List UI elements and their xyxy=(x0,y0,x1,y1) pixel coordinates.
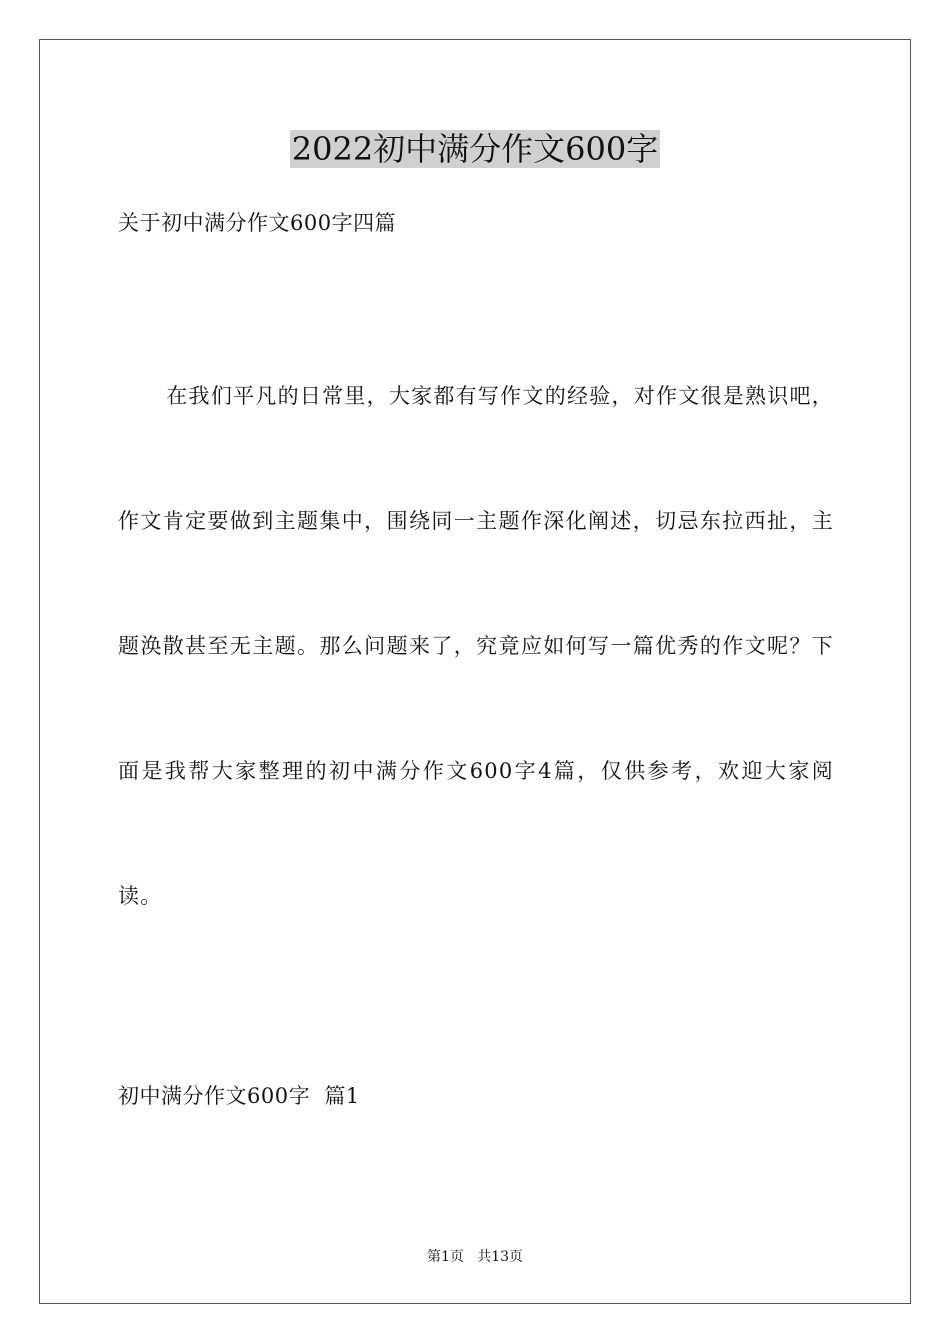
document-title xyxy=(0,128,950,170)
intro-paragraph: 在我们平凡的日常里，大家都有写作文的经验，对作文很是熟识吧，作文肯定要做到主题集中，围绕同一主题作深化阐述，切忌东拉西扯，主题涣散甚至无主题。那么问题来了，究竟应如何写一篇优秀的作文呢？下面是我帮大家整理的初中满分作文600字4篇，仅供参考，欢迎大家阅读。 xyxy=(118,384,834,908)
document-subtitle: 关于初中满分作文600字四篇 xyxy=(118,211,397,235)
page-footer: 第1页 共13页 xyxy=(426,1249,524,1265)
document-title-text: 2022初中满分作文600字 xyxy=(291,130,659,168)
section-heading: 初中满分作文600字 篇1 xyxy=(118,1084,360,1108)
